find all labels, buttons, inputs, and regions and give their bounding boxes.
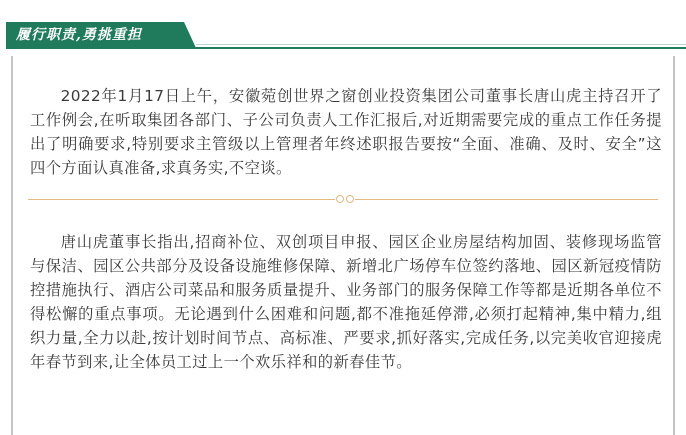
divider-dot-icon [336, 195, 344, 203]
paragraph-1: 2022年1月17日上午，安徽菀创世界之窗创业投资集团公司董事长唐山虎主持召开了工作例会,在听取集团各部门、子公司负责人工作汇报后,对近期需要完成的重点工作任务提出了明确要求,特别要求主管级以上管理者年终述职报告要按“全面、准确、及时、安全”这四个方面认真准备,求真务实,不空谈。 [30, 87, 662, 177]
section-title: 履行职责,勇挑重担 [16, 27, 142, 43]
paragraph-2: 唐山虎董事长指出,招商补位、双创项目申报、园区企业房屋结构加固、装修现场监管与保洁、园区公共部分及设备设施维修保障、新增北广场停车位签约落地、园区新冠疫情防控措施执行、酒店公司菜品和服务质量提升、业务部门的服务保障工作等都是近期各单位不得松懈的重点事项。无论遇到什么困难和问题,都不准拖延停滞,必须打起精神,集中精力,组织力量,全力以赴,按计划时间节点、高标准、严要求,抓好落实,完成任务,以完美收官迎接虎年春节到来,让全体员工过上一个欢乐祥和的新春佳节。 [30, 233, 662, 371]
header-underline [6, 47, 686, 49]
header-underline-thin [196, 44, 686, 45]
divider-dot-icon [346, 195, 354, 203]
divider-ornament [335, 193, 355, 205]
